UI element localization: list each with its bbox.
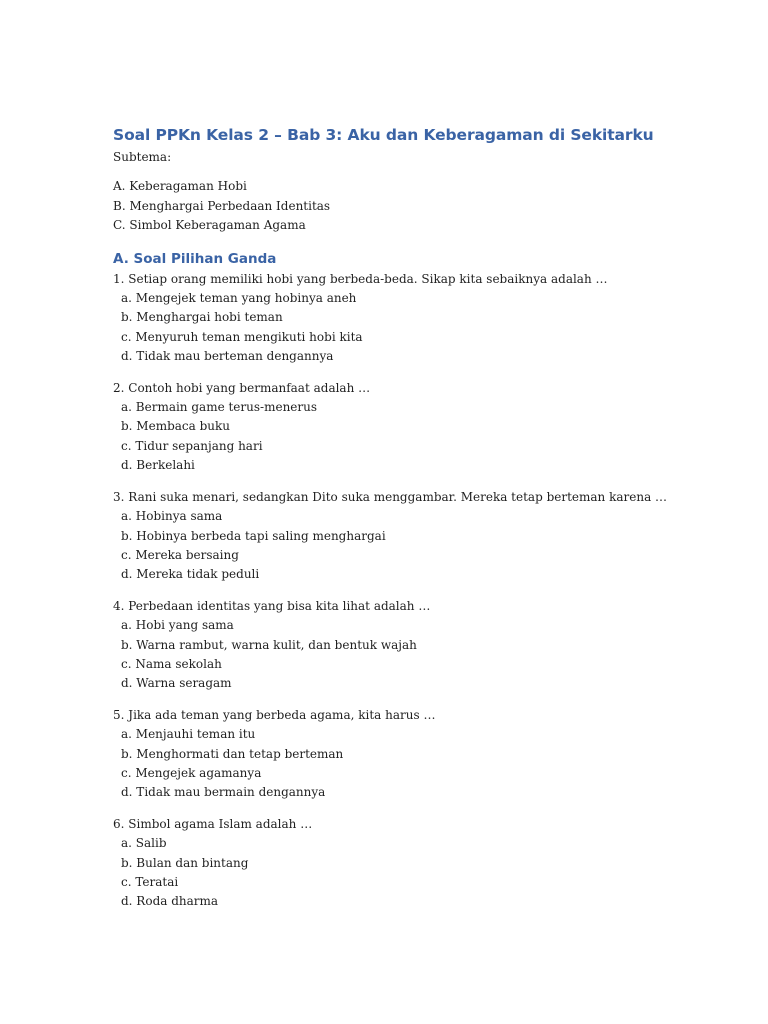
answer-option: c. Mengejek agamanya bbox=[121, 765, 262, 780]
answer-option: b. Menghargai hobi teman bbox=[121, 310, 283, 325]
question-text: 5. Jika ada teman yang berbeda agama, kita harus … bbox=[113, 707, 436, 722]
subtema-list bbox=[113, 177, 733, 235]
subtema-label: Subtema: bbox=[113, 150, 172, 164]
answer-option: c. Nama sekolah bbox=[121, 656, 222, 671]
answer-option: d. Mereka tidak peduli bbox=[121, 567, 260, 582]
subtema-item: A. Keberagaman Hobi bbox=[113, 179, 247, 194]
answer-option: b. Bulan dan bintang bbox=[121, 855, 249, 870]
answer-option: b. Hobinya berbeda tapi saling menghargai bbox=[121, 528, 386, 543]
question-text: 4. Perbedaan identitas yang bisa kita lihat adalah … bbox=[113, 598, 431, 613]
question-text: 6. Simbol agama Islam adalah … bbox=[113, 816, 313, 831]
section-heading: A. Soal Pilihan Ganda bbox=[113, 250, 277, 267]
answer-option: c. Menyuruh teman mengikuti hobi kita bbox=[121, 329, 363, 344]
question-4 bbox=[113, 597, 733, 694]
answer-option: d. Tidak mau bermain dengannya bbox=[121, 785, 326, 800]
answer-option: c. Tidur sepanjang hari bbox=[121, 438, 263, 453]
answer-option: d. Roda dharma bbox=[121, 894, 219, 909]
answer-option: b. Menghormati dan tetap berteman bbox=[121, 746, 344, 761]
answer-option: a. Hobi yang sama bbox=[121, 618, 234, 633]
answer-option: a. Bermain game terus-menerus bbox=[121, 400, 318, 415]
document-page bbox=[113, 124, 733, 924]
answer-option: b. Membaca buku bbox=[121, 419, 231, 434]
answer-option: c. Mereka bersaing bbox=[121, 547, 239, 562]
answer-option: d. Tidak mau berteman dengannya bbox=[121, 349, 334, 364]
question-3 bbox=[113, 488, 733, 585]
question-6 bbox=[113, 815, 733, 912]
answer-option: d. Berkelahi bbox=[121, 458, 195, 473]
answer-option: a. Salib bbox=[121, 836, 167, 851]
question-text: 1. Setiap orang memiliki hobi yang berbeda-beda. Sikap kita sebaiknya adalah … bbox=[113, 271, 608, 286]
answer-option: a. Menjauhi teman itu bbox=[121, 727, 256, 742]
answer-option: c. Teratai bbox=[121, 875, 179, 889]
question-1 bbox=[113, 270, 733, 367]
question-5 bbox=[113, 706, 733, 803]
question-text: 3. Rani suka menari, sedangkan Dito suka menggambar. Mereka tetap berteman karena … bbox=[113, 489, 668, 504]
answer-option: a. Mengejek teman yang hobinya aneh bbox=[121, 291, 357, 306]
subtema-item: C. Simbol Keberagaman Agama bbox=[113, 218, 306, 233]
document-title: Soal PPKn Kelas 2 – Bab 3: Aku dan Keberagaman di Sekitarku bbox=[113, 126, 654, 144]
answer-option: b. Warna rambut, warna kulit, dan bentuk wajah bbox=[121, 637, 417, 652]
answer-option: d. Warna seragam bbox=[121, 676, 232, 691]
question-2 bbox=[113, 379, 733, 476]
question-text: 2. Contoh hobi yang bermanfaat adalah … bbox=[113, 380, 371, 395]
answer-option: a. Hobinya sama bbox=[121, 509, 223, 524]
subtema-item: B. Menghargai Perbedaan Identitas bbox=[113, 198, 331, 213]
